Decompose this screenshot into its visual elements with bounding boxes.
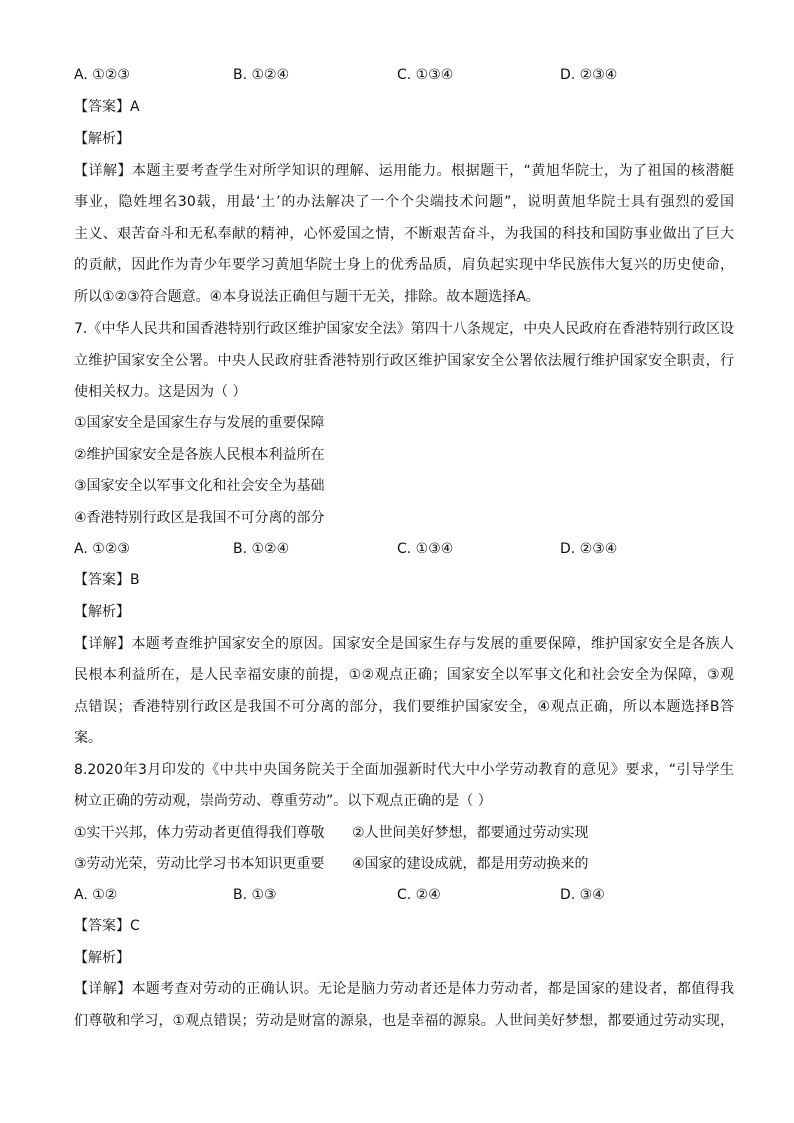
answer-tag: 【答案】 (74, 99, 130, 115)
q8-detail-text: 本题考查对劳动的正确认识。无论是脑力劳动者还是体力劳动者，都是国家的建设者，都值得我 (131, 981, 735, 997)
q7-stem-line-2: 立维护国家安全公署。中央人民政府驻香港特别行政区维护国家安全公署依法履行维护国家安全职责，行 (74, 353, 734, 369)
answer-tag: 【答案】 (74, 918, 130, 934)
q7-answer: B (130, 572, 140, 588)
q6-detail-text: 本题主要考查学生对所学知识的理解、运用能力。根据题干，“黄旭华院士，为了祖国的核潜艇 (132, 163, 734, 179)
q6-option-d: D. ②③④ (560, 67, 618, 83)
q7-statement-1: ①国家安全是国家生存与发展的重要保障 (74, 415, 325, 431)
q7-detail-line-2: 民根本利益所在，是人民幸福安康的前提，①②观点正确；国家安全以军事文化和社会安全为保障，③观 (74, 667, 734, 683)
q6-detail-line-1 (74, 163, 734, 179)
q8-statement-4: ④国家的建设成就，都是用劳动换来的 (352, 856, 589, 872)
q8-stem-line-2: 树立正确的劳动观，崇尚劳动、尊重劳动”。以下观点正确的是（ ） (74, 793, 492, 809)
q7-detail-text: 本题考查维护国家安全的原因。国家安全是国家生存与发展的重要保障，维护国家安全是各族人 (131, 636, 735, 652)
detail-tag: 【详解】 (74, 163, 133, 179)
detail-tag: 【详解】 (74, 636, 132, 652)
q7-stem-line-3: 使相关权力。这是因为（ ） (74, 384, 247, 400)
q7-statement-3: ③国家安全以军事文化和社会安全为基础 (74, 478, 325, 494)
q6-option-b: B. ①②④ (233, 67, 290, 83)
q8-statement-1: ①实干兴邦，体力劳动者更值得我们尊敬 (74, 825, 325, 841)
q7-stem-line-1: 7.《中华人民共和国香港特别行政区维护国家安全法》第四十八条规定，中央人民政府在香港特别行政区设 (74, 321, 734, 337)
q6-answer-line (74, 99, 734, 115)
q6-detail-line-4: 的贡献，因此作为青少年要学习黄旭华院士身上的优秀品质，肩负起实现中华民族伟大复兴的历史使命， (74, 257, 734, 273)
q7-option-c: C. ①③④ (397, 541, 454, 557)
q7-answer-line (74, 572, 734, 588)
q6-option-c: C. ①③④ (397, 67, 454, 83)
q8-analysis-tag: 【解析】 (74, 950, 130, 966)
q7-statement-4: ④香港特别行政区是我国不可分离的部分 (74, 510, 325, 526)
q8-detail-line-2: 们尊敬和学习，①观点错误；劳动是财富的源泉，也是幸福的源泉。人世间美好梦想，都要通过劳动实现， (74, 1013, 734, 1029)
q6-detail-line-3: 主义、艰苦奋斗和无私奉献的精神，心怀爱国之情，不断艰苦奋斗，为我国的科技和国防事业做出了巨大 (74, 226, 734, 242)
q6-analysis-tag: 【解析】 (74, 131, 130, 147)
q8-stem-line-1: 8.2020年3月印发的《中共中央国务院关于全面加强新时代大中小学劳动教育的意见》要求，“引导学生 (74, 762, 734, 778)
answer-tag: 【答案】 (74, 572, 130, 588)
q6-detail-line-5: 所以①②③符合题意。④本身说法正确但与题干无关，排除。故本题选择A。 (74, 289, 540, 305)
q8-statement-3: ③劳动光荣，劳动比学习书本知识更重要 (74, 856, 325, 872)
q7-option-b: B. ①②④ (233, 541, 290, 557)
q6-detail-line-2: 事业，隐姓埋名30载，用最‘土’的办法解决了一个个尖端技术问题”，说明黄旭华院士具有强烈的爱国 (74, 194, 734, 210)
q8-answer-line (74, 918, 734, 934)
q7-analysis-tag: 【解析】 (74, 604, 130, 620)
q7-option-a: A. ①②③ (74, 541, 130, 557)
q8-statement-2: ②人世间美好梦想，都要通过劳动实现 (352, 825, 589, 841)
q8-option-a: A. ①② (74, 887, 118, 903)
q8-option-d: D. ③④ (560, 887, 605, 903)
q7-detail-line-4: 案。 (74, 730, 102, 746)
q6-option-a: A. ①②③ (74, 67, 130, 83)
detail-tag: 【详解】 (74, 981, 132, 997)
q7-detail-line-1 (74, 636, 734, 652)
q8-option-c: C. ②④ (397, 887, 441, 903)
q7-detail-line-3: 点错误；香港特别行政区是我国不可分离的部分，我们要维护国家安全，④观点正确，所以本题选择B答 (74, 699, 734, 715)
q7-statement-2: ②维护国家安全是各族人民根本利益所在 (74, 447, 325, 463)
q8-option-b: B. ①③ (233, 887, 277, 903)
q8-answer: C (130, 918, 140, 934)
q7-option-d: D. ②③④ (560, 541, 618, 557)
q8-detail-line-1 (74, 981, 734, 997)
q6-answer: A (130, 99, 140, 115)
